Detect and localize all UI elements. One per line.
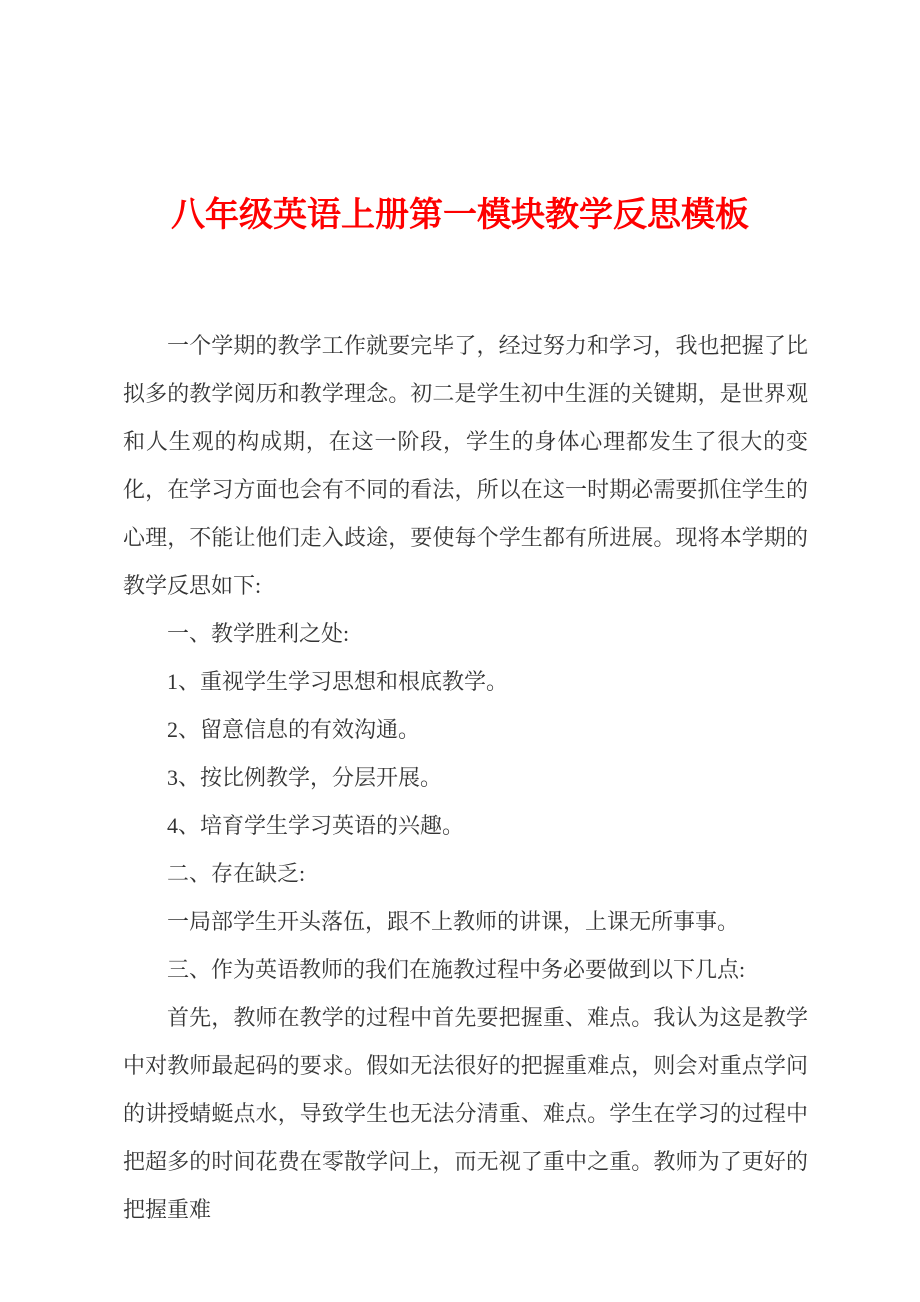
paragraph: 二、存在缺乏: (167, 861, 306, 886)
paragraph: 3、按比例教学，分层开展。 (167, 765, 443, 790)
paragraph: 一个学期的教学工作就要完毕了，经过努力和学习，我也把握了比拟多的教学阅历和教学理念。初二是学生初中生涯的关键期，是世界观和人生观的构成期，在这一阶段，学生的身体心理都发生了很大的变化，在学习方面也会有不同的看法，所以在这一时期必需要抓住学生的心理，不能让他们走入歧途，要使每个学生都有所进展。现将本学期的教学反思如下: (123, 333, 808, 598)
page-title: 八年级英语上册第一模块教学反思模板 (171, 197, 749, 234)
paragraph: 2、留意信息的有效沟通。 (167, 717, 421, 742)
paragraph: 三、作为英语教师的我们在施教过程中务必要做到以下几点: (167, 957, 746, 982)
document-body (0, 322, 920, 1234)
paragraph: 1、重视学生学习思想和根底教学。 (167, 669, 509, 694)
paragraph: 4、培育学生学习英语的兴趣。 (167, 813, 465, 838)
paragraph: 一局部学生开头落伍，跟不上教师的讲课，上课无所事事。 (167, 909, 740, 934)
paragraph: 一、教学胜利之处: (167, 621, 350, 646)
paragraph: 首先，教师在教学的过程中首先要把握重、难点。我认为这是教学中对教师最起码的要求。假如无法很好的把握重难点，则会对重点学问的讲授蜻蜓点水，导致学生也无法分清重、难点。学生在学习的过程中把超多的时间花费在零散学问上，而无视了重中之重。教师为了更好的把握重难 (123, 1005, 808, 1222)
